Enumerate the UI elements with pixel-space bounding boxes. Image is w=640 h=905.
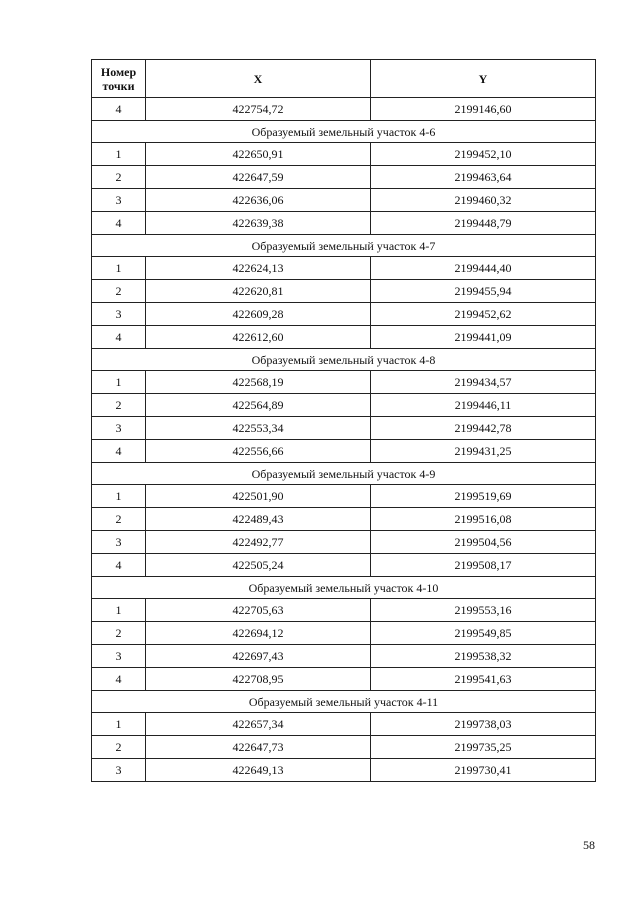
x-coordinate-cell: 422553,34 — [146, 417, 371, 440]
section-title: Образуемый земельный участок 4-10 — [92, 577, 596, 599]
y-coordinate-cell: 2199553,16 — [371, 599, 596, 622]
y-coordinate-cell: 2199446,11 — [371, 394, 596, 417]
y-coordinate-cell: 2199460,32 — [371, 189, 596, 212]
point-number-cell: 3 — [92, 417, 146, 440]
table-row — [92, 417, 596, 440]
table-row — [92, 599, 596, 622]
table-row — [92, 736, 596, 759]
table-row — [92, 212, 596, 235]
point-number-cell: 1 — [92, 257, 146, 280]
point-number-cell: 2 — [92, 394, 146, 417]
table-row — [92, 394, 596, 417]
table-row — [92, 485, 596, 508]
y-coordinate-cell: 2199538,32 — [371, 645, 596, 668]
header-x: X — [146, 60, 371, 98]
section-title-row — [92, 691, 596, 713]
y-coordinate-cell: 2199434,57 — [371, 371, 596, 394]
y-coordinate-cell: 2199448,79 — [371, 212, 596, 235]
x-coordinate-cell: 422697,43 — [146, 645, 371, 668]
x-coordinate-cell: 422647,73 — [146, 736, 371, 759]
x-coordinate-cell: 422639,38 — [146, 212, 371, 235]
point-number-cell: 3 — [92, 759, 146, 782]
table-body — [92, 98, 596, 782]
point-number-cell: 2 — [92, 736, 146, 759]
point-number-cell: 4 — [92, 212, 146, 235]
section-title: Образуемый земельный участок 4-7 — [92, 235, 596, 257]
point-number-cell: 3 — [92, 531, 146, 554]
x-coordinate-cell: 422636,06 — [146, 189, 371, 212]
section-title: Образуемый земельный участок 4-8 — [92, 349, 596, 371]
x-coordinate-cell: 422489,43 — [146, 508, 371, 531]
section-title-row — [92, 121, 596, 143]
x-coordinate-cell: 422612,60 — [146, 326, 371, 349]
table-row — [92, 713, 596, 736]
x-coordinate-cell: 422694,12 — [146, 622, 371, 645]
page-number: 58 — [583, 838, 595, 852]
table-row — [92, 326, 596, 349]
point-number-cell: 4 — [92, 326, 146, 349]
point-number-cell: 1 — [92, 143, 146, 166]
table-row — [92, 98, 596, 121]
table-row — [92, 531, 596, 554]
y-coordinate-cell: 2199444,40 — [371, 257, 596, 280]
x-coordinate-cell: 422609,28 — [146, 303, 371, 326]
table-row — [92, 440, 596, 463]
x-coordinate-cell: 422505,24 — [146, 554, 371, 577]
header-y: Y — [371, 60, 596, 98]
point-number-cell: 2 — [92, 166, 146, 189]
x-coordinate-cell: 422568,19 — [146, 371, 371, 394]
section-title-row — [92, 235, 596, 257]
y-coordinate-cell: 2199549,85 — [371, 622, 596, 645]
point-number-cell: 1 — [92, 599, 146, 622]
section-title: Образуемый земельный участок 4-11 — [92, 691, 596, 713]
table-row — [92, 189, 596, 212]
y-coordinate-cell: 2199516,08 — [371, 508, 596, 531]
x-coordinate-cell: 422657,34 — [146, 713, 371, 736]
point-number-cell: 4 — [92, 440, 146, 463]
y-coordinate-cell: 2199431,25 — [371, 440, 596, 463]
table-row — [92, 645, 596, 668]
coordinates-table — [91, 59, 596, 782]
point-number-cell: 2 — [92, 622, 146, 645]
point-number-cell: 1 — [92, 713, 146, 736]
y-coordinate-cell: 2199146,60 — [371, 98, 596, 121]
point-number-cell: 4 — [92, 668, 146, 691]
section-title: Образуемый земельный участок 4-6 — [92, 121, 596, 143]
y-coordinate-cell: 2199452,10 — [371, 143, 596, 166]
table-row — [92, 257, 596, 280]
table-row — [92, 668, 596, 691]
table-row — [92, 371, 596, 394]
point-number-cell: 2 — [92, 508, 146, 531]
table-row — [92, 554, 596, 577]
point-number-cell: 4 — [92, 98, 146, 121]
point-number-cell: 4 — [92, 554, 146, 577]
x-coordinate-cell: 422705,63 — [146, 599, 371, 622]
section-title-row — [92, 577, 596, 599]
x-coordinate-cell: 422754,72 — [146, 98, 371, 121]
point-number-cell: 1 — [92, 371, 146, 394]
x-coordinate-cell: 422501,90 — [146, 485, 371, 508]
x-coordinate-cell: 422620,81 — [146, 280, 371, 303]
x-coordinate-cell: 422624,13 — [146, 257, 371, 280]
x-coordinate-cell: 422650,91 — [146, 143, 371, 166]
x-coordinate-cell: 422708,95 — [146, 668, 371, 691]
y-coordinate-cell: 2199442,78 — [371, 417, 596, 440]
y-coordinate-cell: 2199735,25 — [371, 736, 596, 759]
y-coordinate-cell: 2199441,09 — [371, 326, 596, 349]
table-row — [92, 508, 596, 531]
point-number-cell: 3 — [92, 645, 146, 668]
table-row — [92, 143, 596, 166]
y-coordinate-cell: 2199455,94 — [371, 280, 596, 303]
y-coordinate-cell: 2199519,69 — [371, 485, 596, 508]
y-coordinate-cell: 2199508,17 — [371, 554, 596, 577]
point-number-cell: 2 — [92, 280, 146, 303]
y-coordinate-cell: 2199738,03 — [371, 713, 596, 736]
table-row — [92, 280, 596, 303]
point-number-cell: 3 — [92, 303, 146, 326]
y-coordinate-cell: 2199730,41 — [371, 759, 596, 782]
x-coordinate-cell: 422492,77 — [146, 531, 371, 554]
table-row — [92, 759, 596, 782]
section-title-row — [92, 463, 596, 485]
table-row — [92, 303, 596, 326]
section-title: Образуемый земельный участок 4-9 — [92, 463, 596, 485]
y-coordinate-cell: 2199463,64 — [371, 166, 596, 189]
y-coordinate-cell: 2199452,62 — [371, 303, 596, 326]
section-title-row — [92, 349, 596, 371]
x-coordinate-cell: 422556,66 — [146, 440, 371, 463]
y-coordinate-cell: 2199541,63 — [371, 668, 596, 691]
table-row — [92, 166, 596, 189]
table-row — [92, 622, 596, 645]
x-coordinate-cell: 422564,89 — [146, 394, 371, 417]
header-point-number: Номер точки — [92, 60, 146, 98]
y-coordinate-cell: 2199504,56 — [371, 531, 596, 554]
x-coordinate-cell: 422647,59 — [146, 166, 371, 189]
point-number-cell: 1 — [92, 485, 146, 508]
x-coordinate-cell: 422649,13 — [146, 759, 371, 782]
point-number-cell: 3 — [92, 189, 146, 212]
table-header-row — [92, 60, 596, 98]
